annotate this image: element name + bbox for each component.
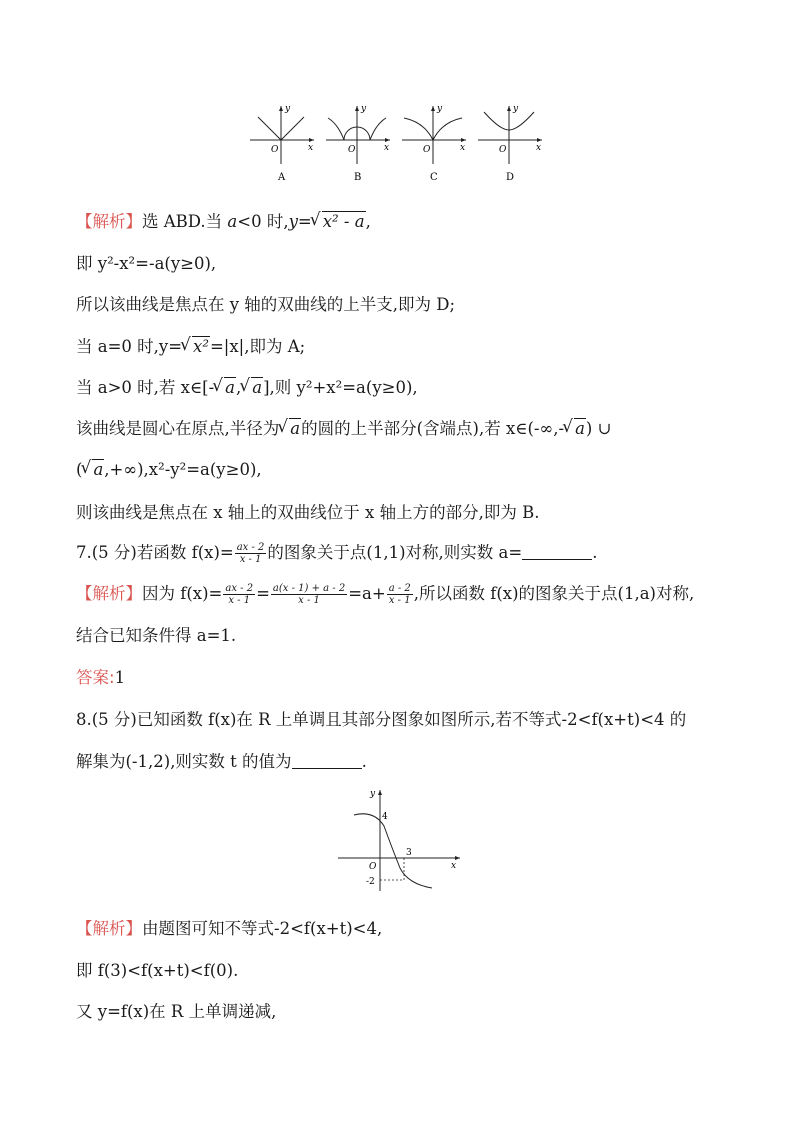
origin-label: O <box>499 145 507 155</box>
text: 当 a>0 时,若 x∈[- <box>76 378 215 397</box>
text: 因为 f(x)= <box>142 584 223 603</box>
sqrt-expression <box>182 336 210 358</box>
analysis-tag: 【解析】 <box>76 212 142 231</box>
text: 的圆的上半部分(含端点),若 x∈(-∞,- <box>301 419 565 438</box>
sol6-line-3: 所以该曲线是焦点在 y 轴的双曲线的上半支,即为 D; <box>76 295 456 314</box>
axis-x-label: x <box>384 143 390 153</box>
option-graphs-figure <box>244 100 554 188</box>
origin-label: O <box>369 862 377 872</box>
text: 当 a=0 时,y= <box>76 337 183 356</box>
axis-y-label: y <box>437 104 443 114</box>
sqrt-expression <box>241 377 263 399</box>
origin-label: O <box>271 145 279 155</box>
radicand: a <box>252 378 263 397</box>
fraction <box>387 583 413 606</box>
text: 的图象关于点(1,1)对称,则实数 a= <box>267 543 523 562</box>
sqrt-expression <box>279 418 301 440</box>
value-neg2-label: -2 <box>366 877 375 887</box>
text: . <box>592 543 598 562</box>
text: ,所以函数 f(x)的图象关于点(1,a)对称, <box>413 584 695 603</box>
axis-y-label: y <box>361 104 367 114</box>
text: a <box>227 212 238 231</box>
text: <0 时, <box>237 212 289 231</box>
fraction <box>223 583 255 606</box>
text: =|x|,即为 A; <box>209 337 306 356</box>
origin-label: O <box>348 145 356 155</box>
q8-function-graph <box>336 788 464 894</box>
axis-x-label: x <box>308 143 314 153</box>
q7-solution-line-2: 结合已知条件得 a=1. <box>76 626 237 645</box>
sqrt-expression <box>82 459 104 481</box>
denominator: x - 1 <box>388 595 411 606</box>
denominator: x - 1 <box>228 595 251 606</box>
analysis-tag: 【解析】 <box>76 919 142 938</box>
text: ) ∪ <box>585 419 612 438</box>
text: ],则 y²+x²=a(y≥0), <box>263 378 418 397</box>
graph-d <box>478 104 542 183</box>
text: y <box>288 212 298 231</box>
origin-label: O <box>423 145 431 155</box>
graph-b <box>326 104 390 183</box>
q8-stem-line-2 <box>76 751 367 773</box>
numerator: a - 2 <box>388 583 411 594</box>
option-label-b: B <box>354 172 362 183</box>
text: 选 ABD.当 <box>142 212 228 231</box>
text: = <box>256 584 270 603</box>
option-label-c: C <box>430 172 438 183</box>
denominator: x - 1 <box>298 595 320 606</box>
answer-blank <box>522 543 592 560</box>
sqrt-expression <box>312 211 366 233</box>
sol6-line-6 <box>76 418 611 440</box>
axis-x-label: x <box>460 143 466 153</box>
axis-y-label: y <box>285 104 291 114</box>
axis-x-label: x <box>451 861 457 871</box>
option-label-a: A <box>278 172 286 183</box>
sol6-line-5 <box>76 377 418 399</box>
sol6-line-8: 则该曲线是焦点在 x 轴上的双曲线位于 x 轴上方的部分,即为 B. <box>76 503 540 522</box>
sol6-line-1 <box>76 211 371 233</box>
graph-a <box>250 104 314 183</box>
graph-c <box>402 104 466 183</box>
axis-x-label: x <box>536 143 542 153</box>
text: . <box>361 752 367 771</box>
q8-solution-line-1 <box>76 918 382 940</box>
radicand: a <box>290 419 301 438</box>
q8-solution-line-2: 即 f(3)<f(x+t)<f(0). <box>76 961 239 980</box>
text: 解集为(-1,2),则实数 t 的值为 <box>76 752 292 771</box>
text: =a+ <box>348 584 386 603</box>
text: = <box>297 212 312 231</box>
numerator: ax - 2 <box>236 542 265 553</box>
value-3-label: 3 <box>406 848 412 858</box>
sol6-line-7 <box>76 459 262 481</box>
answer-blank <box>292 752 362 769</box>
option-label-d: D <box>506 172 515 183</box>
radicand: a <box>93 460 104 479</box>
radicand: a <box>225 378 236 397</box>
text: ( <box>76 460 83 479</box>
radicand: x² <box>193 337 209 356</box>
text: 该曲线是圆心在原点,半径为 <box>76 419 280 438</box>
q7-stem <box>76 542 597 565</box>
fraction <box>271 583 347 606</box>
sqrt-expression <box>564 418 586 440</box>
q7-solution-line-1 <box>76 583 694 606</box>
analysis-tag: 【解析】 <box>76 584 142 603</box>
numerator: ax - 2 <box>225 583 254 594</box>
sol6-line-4 <box>76 336 305 358</box>
text: , <box>365 212 371 231</box>
text: ,+∞),x²-y²=a(y≥0), <box>104 460 262 479</box>
q8-stem-line-1: 8.(5 分)已知函数 f(x)在 R 上单调且其部分图象如图所示,若不等式-2<f(x+t)<4 的 <box>76 710 687 729</box>
q8-solution-line-3: 又 y=f(x)在 R 上单调递减, <box>76 1002 277 1021</box>
radicand: x² - a <box>322 212 365 231</box>
text: , <box>236 378 242 397</box>
sol6-line-2: 即 y²-x²=-a(y≥0), <box>76 254 217 273</box>
text: 由题图可知不等式-2<f(x+t)<4, <box>142 919 383 938</box>
numerator: a(x - 1) + a - 2 <box>272 583 346 594</box>
q7-answer <box>76 667 125 689</box>
sqrt-expression <box>214 377 236 399</box>
value-4-label: 4 <box>382 812 388 822</box>
axis-y-label: y <box>370 789 376 799</box>
denominator: x - 1 <box>239 554 262 565</box>
text: 7.(5 分)若函数 f(x)= <box>76 543 234 562</box>
fraction <box>235 542 267 565</box>
answer-value: 1 <box>114 668 126 687</box>
answer-tag: 答案: <box>76 668 115 687</box>
axis-y-label: y <box>513 104 519 114</box>
radicand: a <box>575 419 585 438</box>
